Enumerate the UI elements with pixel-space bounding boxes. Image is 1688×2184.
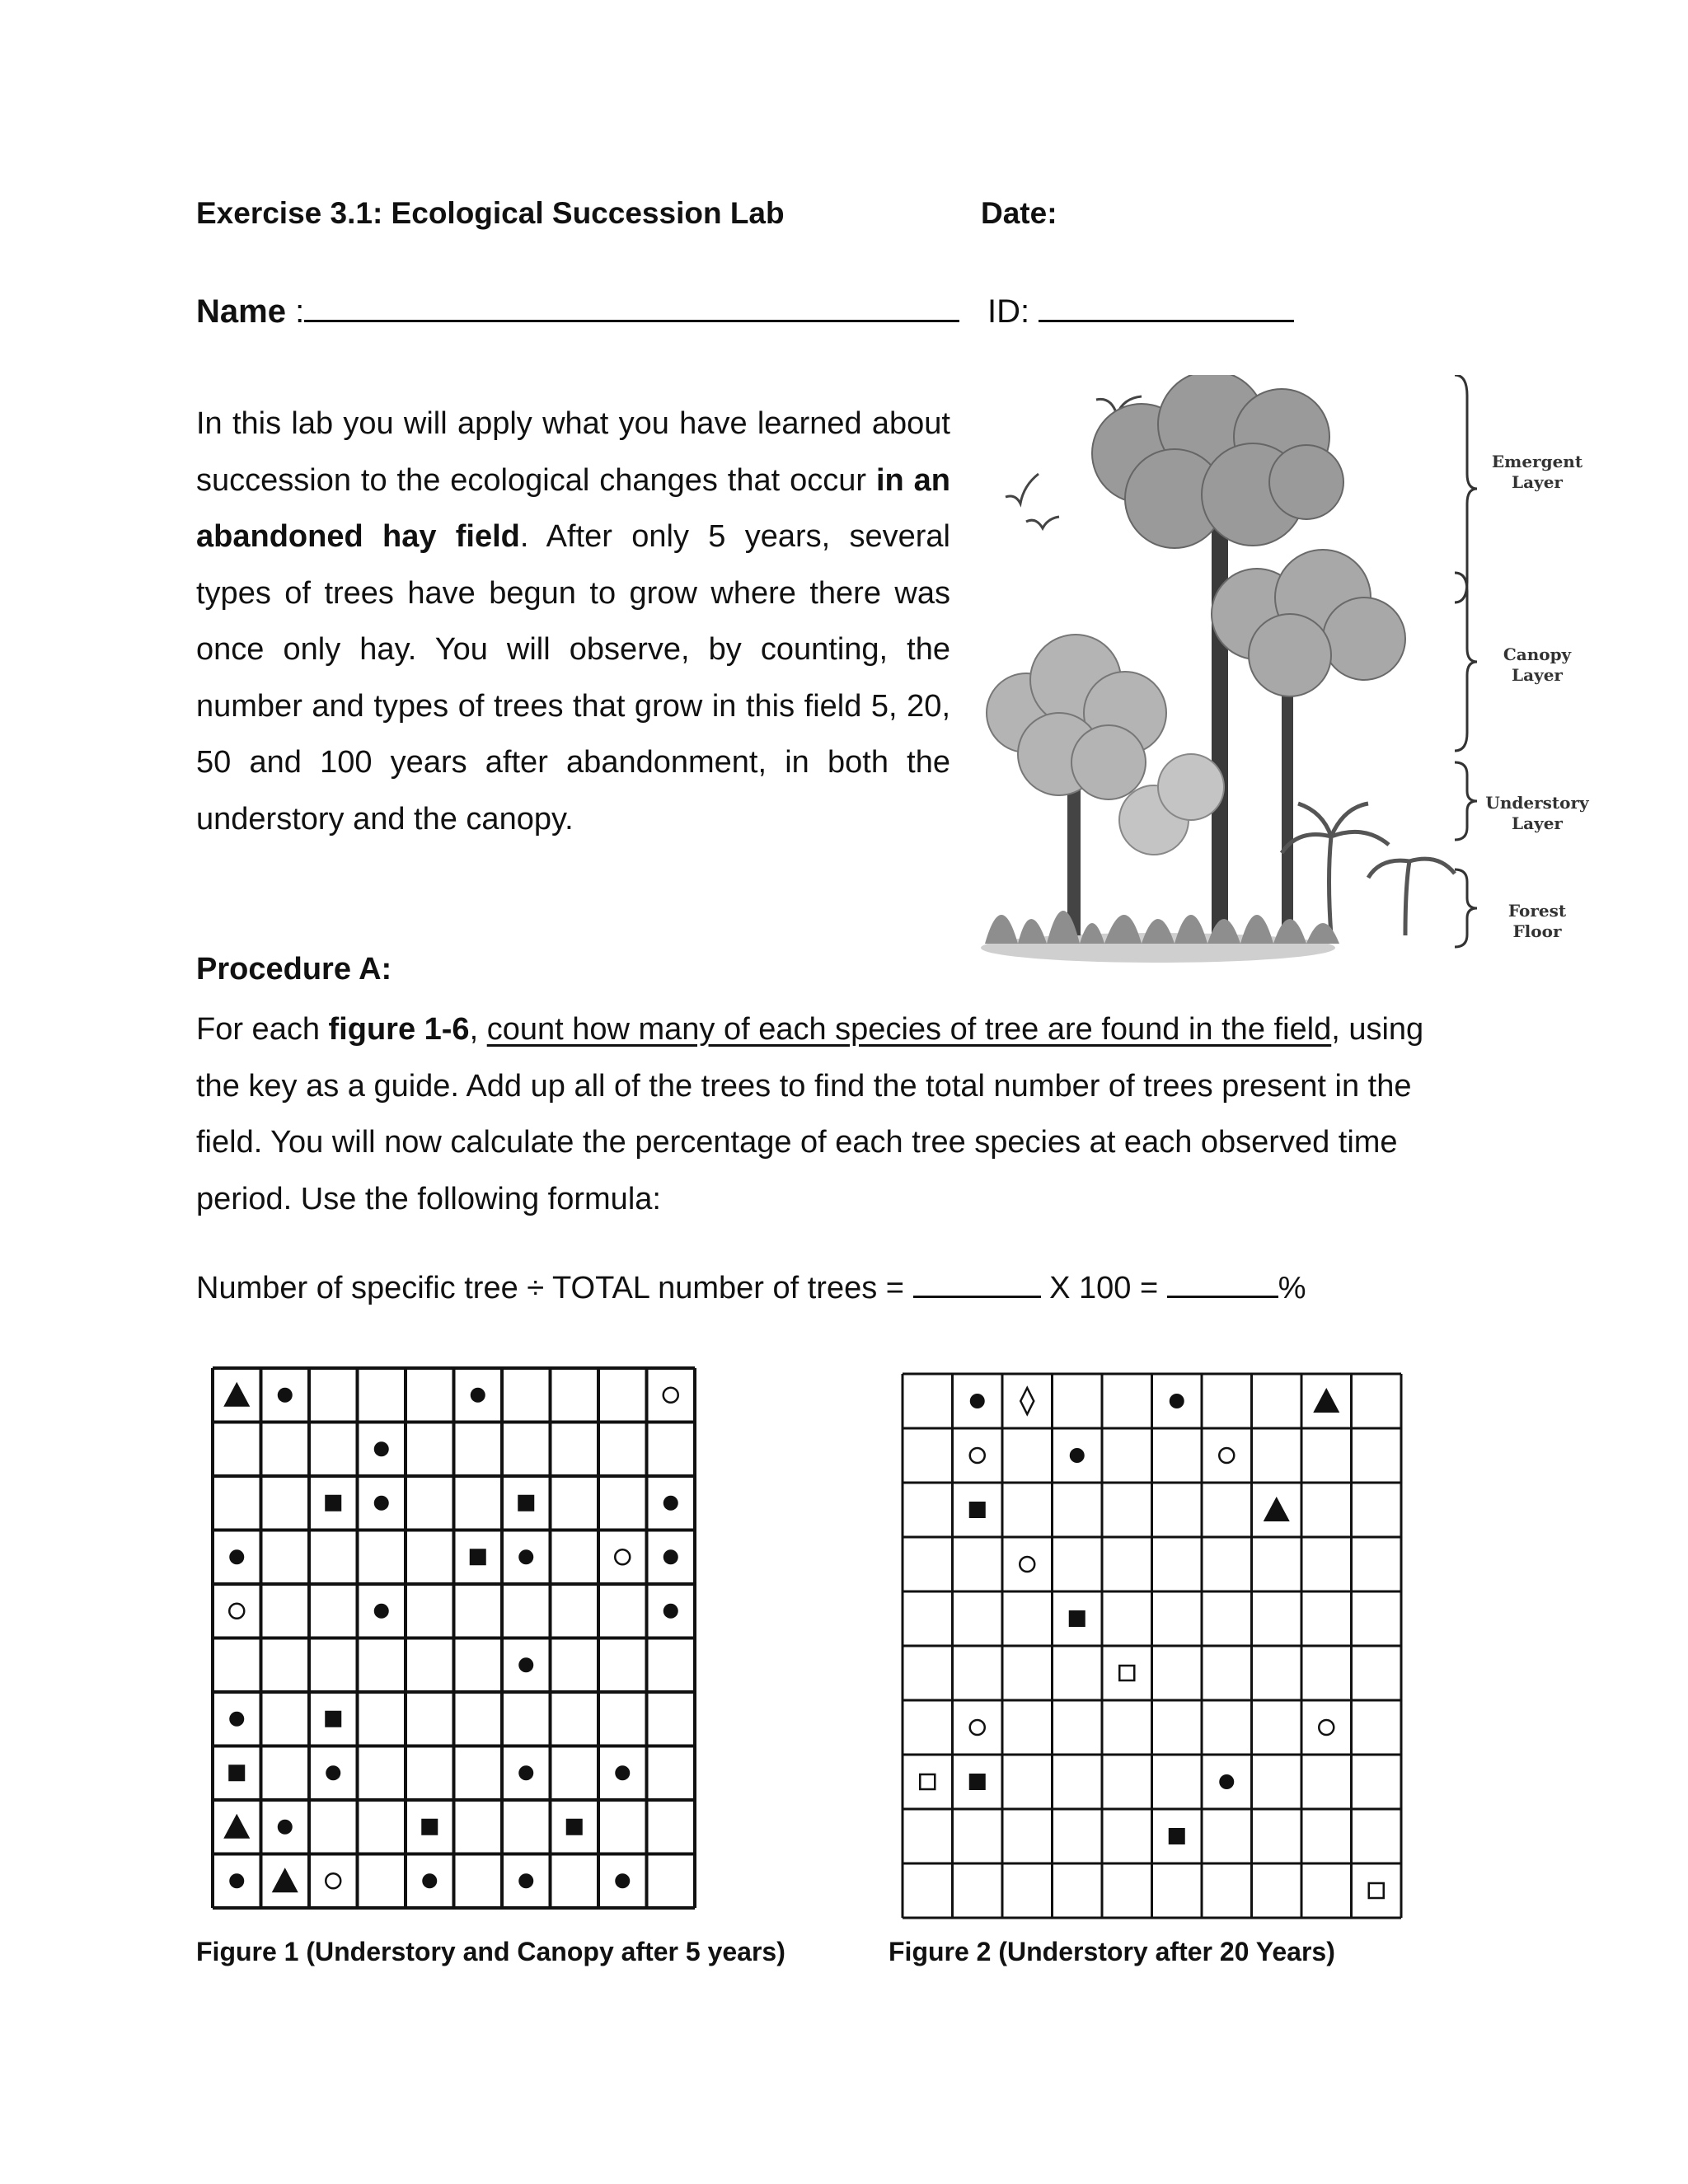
tree-dot-marker	[518, 1873, 533, 1888]
tree-dot-marker	[663, 1604, 678, 1619]
tree-square-marker	[470, 1549, 486, 1565]
date-label: Date:	[981, 196, 1057, 230]
tree-open-marker	[326, 1873, 340, 1888]
layer-label-understory: Understory Layer	[1485, 793, 1589, 833]
intro-paragraph: In this lab you will apply what you have learned about succession to the ecological changes that occur in an abandoned hay field. After only 5 years, several types of trees have begun to grow where there was once only hay. You will observe, by counting, the number and types of trees that grow in this field 5, 20, 50 and 100 years after abandonment, in both the understory and the canopy.	[196, 406, 950, 837]
tree-open-marker	[615, 1549, 630, 1564]
name-row	[196, 290, 959, 330]
tree-square-marker	[228, 1765, 245, 1781]
tree-dot-marker	[278, 1820, 293, 1835]
tree-square-marker	[1069, 1610, 1085, 1627]
layer-label-canopy: Canopy Layer	[1503, 644, 1572, 685]
figure1-caption: Figure 1 (Understory and Canopy after 5 years)	[196, 1937, 785, 1966]
tree-dot-marker	[663, 1496, 678, 1511]
tree-dot-marker	[1070, 1448, 1085, 1463]
tree-triangle-marker	[223, 1814, 250, 1839]
tree-square-marker	[969, 1502, 986, 1518]
name-blank[interactable]	[304, 290, 959, 322]
tree-open-marker	[1219, 1448, 1234, 1463]
ratio-blank[interactable]	[913, 1268, 1041, 1298]
percent-blank[interactable]	[1167, 1268, 1278, 1298]
tree-dot-marker	[518, 1549, 533, 1564]
tree-open-marker	[1319, 1720, 1334, 1735]
tree-dot-marker	[422, 1873, 437, 1888]
tree-open-marker	[970, 1448, 985, 1463]
canopy-crown	[1212, 550, 1405, 696]
tree-dot-marker	[1219, 1774, 1234, 1789]
tree-opensquare-marker	[920, 1774, 935, 1789]
tree-dot-marker	[326, 1765, 340, 1780]
tree-opensquare-marker	[1369, 1883, 1384, 1898]
tree-dot-marker	[615, 1873, 630, 1888]
tree-square-marker	[325, 1711, 341, 1727]
tree-dot-marker	[518, 1765, 533, 1780]
tree-square-marker	[421, 1819, 438, 1835]
name-label: Name	[196, 293, 286, 330]
id-blank[interactable]	[1039, 290, 1294, 322]
tree-triangle-marker	[1313, 1388, 1339, 1413]
tree-square-marker	[1169, 1828, 1185, 1844]
tree-opensquare-marker	[1119, 1666, 1134, 1680]
tree-dot-marker	[471, 1388, 485, 1403]
left-crown	[987, 635, 1166, 799]
layer-brackets	[1455, 375, 1477, 947]
tree-dot-marker	[374, 1604, 389, 1619]
tree-open-marker	[229, 1604, 244, 1619]
tree-dot-marker	[663, 1549, 678, 1564]
tree-dot-marker	[374, 1441, 389, 1456]
tree-dot-marker	[518, 1657, 533, 1672]
tree-square-marker	[969, 1774, 986, 1790]
figure2-grid	[898, 1370, 1409, 1922]
tree-open-marker	[1020, 1557, 1034, 1572]
layer-label-emergent: Emergent Layer	[1491, 452, 1583, 492]
procedure-text: For each figure 1-6, count how many of each species of tree are found in the field, using the key as a guide. Add up all of the trees to find the total number of trees present in the field. You will now calculate the percentage of each tree species at each observed time period. Use the following formula:	[196, 1012, 1424, 1216]
tree-square-marker	[518, 1495, 534, 1511]
intro-bold: in an abandoned hay field	[196, 462, 950, 554]
tree-triangle-marker	[223, 1382, 250, 1407]
tree-dot-marker	[229, 1873, 244, 1888]
tree-dot-marker	[1170, 1394, 1184, 1408]
tree-square-marker	[566, 1819, 583, 1835]
figure1-grid	[209, 1364, 703, 1916]
exercise-title: Exercise 3.1: Ecological Succession Lab	[196, 196, 785, 230]
tree-dot-marker	[970, 1394, 985, 1408]
procedure-title: Procedure A:	[196, 952, 392, 987]
tree-dot-marker	[615, 1765, 630, 1780]
palms	[1282, 804, 1455, 935]
tree-dot-marker	[229, 1712, 244, 1727]
tree-triangle-marker	[1264, 1497, 1290, 1521]
tree-dot-marker	[229, 1549, 244, 1564]
name-colon: :	[295, 293, 305, 330]
formula-line: Number of specific tree ÷ TOTAL number of trees = X 100 = %	[196, 1268, 1306, 1306]
layer-label-forest-floor: Forest Floor	[1507, 901, 1567, 941]
tree-dot-marker	[278, 1388, 293, 1403]
tree-open-marker	[663, 1388, 678, 1403]
figure2-caption: Figure 2 (Understory after 20 Years)	[889, 1937, 1335, 1966]
tree-dot-marker	[374, 1496, 389, 1511]
tree-open-marker	[970, 1720, 985, 1735]
tree-square-marker	[325, 1495, 341, 1511]
tree-diamond-marker	[1020, 1388, 1034, 1414]
id-row	[987, 290, 1294, 330]
tree-triangle-marker	[272, 1868, 298, 1892]
id-label: ID:	[987, 293, 1030, 330]
procedure-underlined: count how many of each species of tree are found in the field	[486, 1012, 1332, 1047]
